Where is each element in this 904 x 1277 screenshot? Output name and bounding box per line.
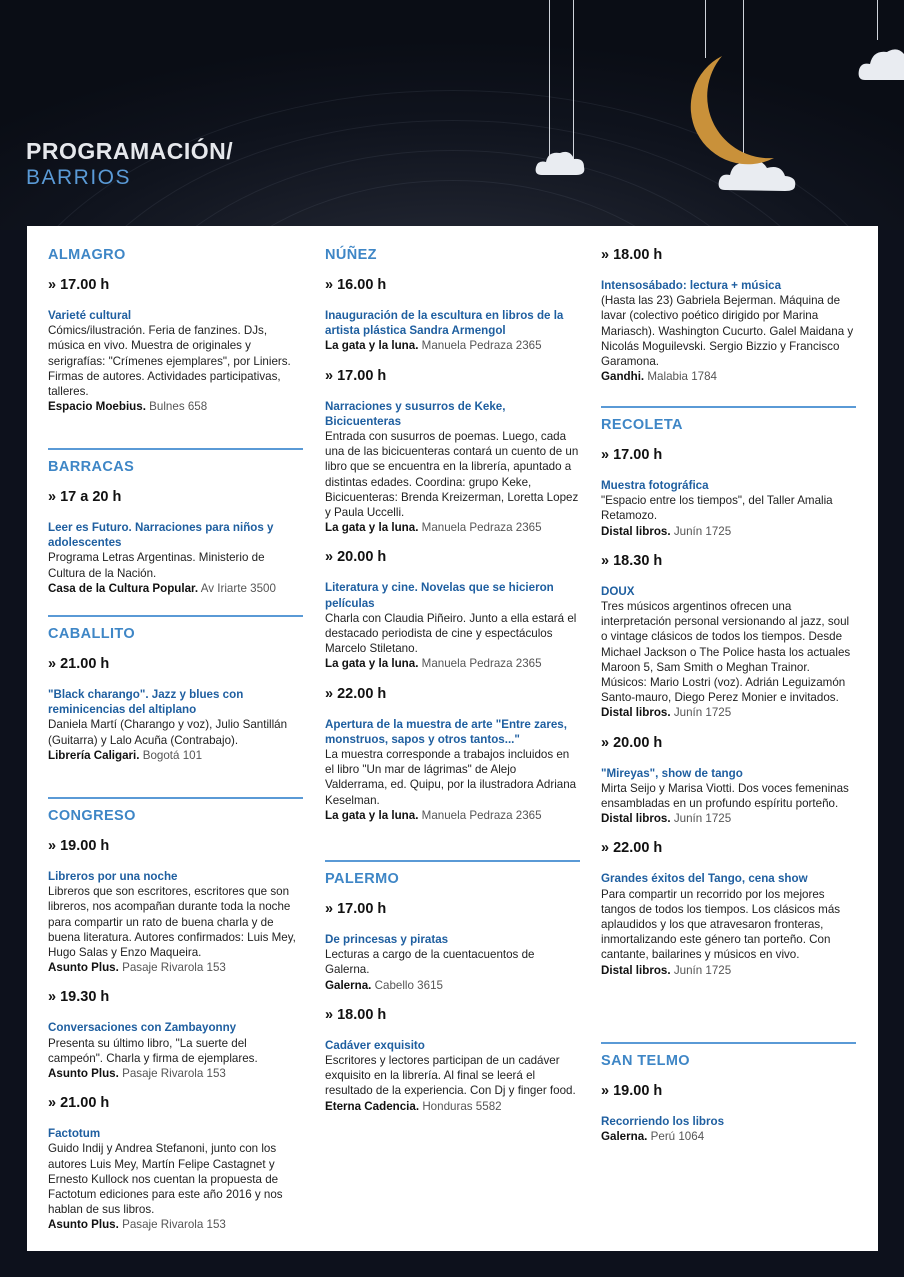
event-venue: [325, 1099, 580, 1114]
venue-name: Distal libros.: [601, 963, 671, 977]
section-divider: [48, 615, 303, 617]
event-time: » 18.00 h: [325, 1006, 387, 1023]
section-divider: [601, 406, 856, 408]
event-time: » 18.30 h: [601, 552, 663, 569]
event-venue: [325, 978, 580, 993]
hanging-string: [549, 0, 550, 160]
event-time: » 20.00 h: [325, 549, 387, 566]
section-san-telmo: [601, 1030, 856, 1144]
event-title: Factotum: [48, 1127, 101, 1141]
venue-address: Honduras 5582: [422, 1099, 502, 1113]
event-time: » 17.00 h: [48, 277, 110, 293]
event-title: Narraciones y susurros de Keke, Bicicuenteras: [325, 399, 506, 428]
event-time: » 18.00 h: [601, 247, 663, 263]
program-panel: [27, 226, 878, 1251]
event-title: "Mireyas", show de tango: [601, 766, 743, 780]
event-time: » 21.00 h: [48, 656, 110, 672]
section-divider: [48, 448, 303, 450]
event-time: » 20.00 h: [601, 734, 663, 751]
event-time: » 19.30 h: [48, 989, 110, 1006]
event-description: Presenta su último libro, "La suerte del campeón". Charla y firma de ejemplares.: [48, 1036, 258, 1065]
venue-address: Pasaje Rivarola 153: [122, 1218, 226, 1232]
venue-name: La gata y la luna.: [325, 521, 419, 535]
event-description: Guido Indij y Andrea Stefanoni, junto con los autores Luis Mey, Martín Felipe Castagnet y Ernesto Kullock nos cuentan la propuesta de Factotum ediciones para este año 2016 y nos hablan de sus libros.: [48, 1142, 283, 1217]
venue-name: Distal libros.: [601, 706, 671, 720]
venue-name: Asunto Plus.: [48, 961, 119, 975]
event-description: (Hasta las 23) Gabriela Bejerman. Máquina de lavar (colectivo poético dirigido por Marina Mariasch). Washington Cucurto. Galel Maidana y Nicolás Moguilevski. Sergio Bizzio y Francisco Garamona.: [601, 294, 854, 369]
event-title: De princesas y piratas: [325, 933, 449, 946]
event-time: » 19.00 h: [601, 1083, 663, 1099]
venue-address: Perú 1064: [650, 1130, 705, 1144]
event-description: "Espacio entre los tiempos", del Taller Amalia Retamozo.: [601, 494, 833, 523]
zone-heading: NÚÑEZ: [325, 247, 377, 263]
event-description: Mirta Seijo y Marisa Viotti. Dos voces femeninas ensambladas en un profundo espíritu porteño.: [601, 781, 849, 811]
event-description: Lecturas a cargo de la cuentacuentos de Galerna.: [325, 948, 535, 977]
event-description: Para compartir un recorrido por los mejores tangos de todos los tiempos. Los clásicos más aplaudidos y los que atravesaron fronteras, inmortalizando este género tan porteño. Con cantante, bailarines y músicos en vivo.: [601, 887, 841, 962]
event-time: » 17.00 h: [325, 901, 387, 917]
event-description: Programa Letras Argentinas. Ministerio de Cultura de la Nación.: [48, 551, 265, 580]
event-venue: [601, 524, 856, 539]
event-time: » 21.00 h: [48, 1095, 110, 1112]
event-title: Conversaciones con Zambayonny: [48, 1021, 237, 1035]
event-venue: [325, 808, 580, 823]
venue-name: La gata y la luna.: [325, 339, 419, 353]
venue-name: Casa de la Cultura Popular.: [48, 581, 199, 595]
event-venue: [601, 811, 856, 826]
event-title: "Black charango". Jazz y blues con reminicencias del altiplano: [48, 688, 244, 717]
venue-address: Junín 1725: [673, 706, 732, 720]
event-venue: [325, 338, 580, 353]
moon-icon: [662, 50, 782, 175]
event-venue: [601, 963, 856, 978]
section-barracas: [48, 436, 303, 596]
section-recoleta: [601, 394, 856, 978]
section-divider: [48, 797, 303, 799]
cloud-icon: [530, 145, 590, 180]
event-title: Grandes éxitos del Tango, cena show: [601, 872, 808, 886]
venue-name: Gandhi.: [601, 370, 645, 384]
venue-address: Cabello 3615: [374, 978, 443, 992]
venue-name: Galerna.: [325, 978, 372, 992]
event-title: DOUX: [601, 584, 635, 598]
venue-address: Manuela Pedraza 2365: [421, 808, 542, 822]
section-almagro: [48, 247, 303, 414]
header-background: [0, 0, 904, 230]
zone-heading: CONGRESO: [48, 808, 136, 824]
venue-address: Bogotá 101: [142, 748, 203, 762]
zone-heading: PALERMO: [325, 871, 400, 887]
bottom-band: [0, 1251, 904, 1277]
venue-address: Pasaje Rivarola 153: [122, 1067, 226, 1081]
zone-heading: SAN TELMO: [601, 1053, 690, 1069]
event-venue: [48, 1217, 303, 1232]
venue-name: Espacio Moebius.: [48, 400, 146, 414]
venue-name: Galerna.: [601, 1130, 648, 1144]
venue-name: Librería Caligari.: [48, 748, 140, 762]
event-time: » 22.00 h: [325, 685, 387, 702]
zone-heading: RECOLETA: [601, 417, 683, 433]
venue-name: La gata y la luna.: [325, 657, 419, 671]
zone-heading: ALMAGRO: [48, 247, 126, 263]
event-venue: [48, 748, 303, 763]
event-venue: [325, 520, 580, 535]
section-nunez: [325, 247, 580, 823]
section-congreso: [48, 785, 303, 1233]
event-time: » 22.00 h: [601, 840, 663, 857]
event-title: Literatura y cine. Novelas que se hicieron películas: [325, 581, 554, 610]
event-description: La muestra corresponde a trabajos incluidos en el libro "Un mar de lágrimas" de Alejo Valderrama, ed. Quipu, por la ilustradora Adriana Keselman.: [325, 748, 577, 807]
section-caballito: [48, 603, 303, 763]
event-time: » 17 a 20 h: [48, 489, 122, 505]
event-title: Muestra fotográfica: [601, 479, 709, 492]
venue-address: Junín 1725: [673, 524, 732, 538]
event-title: Inauguración de la escultura en libros de la artista plástica Sandra Armengol: [325, 309, 564, 338]
venue-address: Bulnes 658: [149, 400, 208, 414]
event-title: Intensosábado: lectura + música: [601, 279, 782, 292]
event-venue: [48, 581, 303, 596]
page-title: PROGRAMACIÓN/: [26, 138, 234, 164]
event-description: Charla con Claudia Piñeiro. Junto a ella estará el destacado periodista de cine y espectáculos Marcelo Stiletano.: [325, 611, 577, 656]
event-description: Cómics/ilustración. Feria de fanzines. DJs, música en vivo. Muestra de originales y serigrafías: "Crímenes ejemplares", por Liniers. Firmas de autores. Actividades participativas, talleres.: [48, 324, 291, 399]
cloud-icon: [855, 30, 904, 85]
venue-name: La gata y la luna.: [325, 808, 419, 822]
event-time: » 17.00 h: [601, 447, 663, 463]
venue-address: Malabia 1784: [647, 370, 718, 384]
venue-name: Eterna Cadencia.: [325, 1099, 420, 1113]
section-divider: [325, 860, 580, 862]
section-divider: [601, 1042, 856, 1044]
venue-address: Pasaje Rivarola 153: [122, 961, 226, 975]
event-time: » 17.00 h: [325, 367, 387, 384]
venue-name: Asunto Plus.: [48, 1067, 119, 1081]
event-description: Escritores y lectores participan de un cadáver exquisito en la librería. Al final se leerá el resultado de la experiencia. Con Dj y finger food.: [325, 1054, 576, 1098]
event-description: Entrada con susurros de poemas. Luego, cada una de las bicicuenteras contará un cuento de un libro que se encuentra en la librería, apuntado a distintas edades. Coordina: grupo Keke, Bicicuenteras: Brenda Kreizerman, Loretta Lopez y Paula Uccelli.: [325, 430, 579, 520]
event-title: Libreros por una noche: [48, 870, 178, 883]
event-description: Daniela Martí (Charango y voz), Julio Santillán (Guitarra) y Lalo Acuña (Contrabajo).: [48, 718, 288, 747]
event-title: Leer es Futuro. Narraciones para niños y adolescentes: [48, 521, 274, 550]
event-venue: [48, 399, 303, 414]
zone-heading: CABALLITO: [48, 626, 136, 642]
venue-address: Manuela Pedraza 2365: [421, 339, 542, 353]
event-description: Libreros que son escritores, escritores que son libreros, nos acompañan durante toda la noche para compartir un rato de buena charla y de buena literatura. Autores confirmados: Luis Mey, Hugo Salas y Enzo Maqueira.: [48, 885, 296, 960]
venue-address: Junín 1725: [673, 812, 732, 826]
event-title: Cadáver exquisito: [325, 1038, 425, 1052]
event-venue: [48, 960, 303, 975]
event-time: » 19.00 h: [48, 838, 110, 854]
venue-address: Junín 1725: [673, 963, 732, 977]
venue-address: Manuela Pedraza 2365: [421, 657, 542, 671]
event-title: Varieté cultural: [48, 309, 132, 322]
venue-address: Av Iriarte 3500: [200, 581, 276, 595]
venue-address: Manuela Pedraza 2365: [421, 521, 542, 535]
venue-name: Asunto Plus.: [48, 1218, 119, 1232]
event-venue: [325, 656, 580, 671]
event-title: Apertura de la muestra de arte "Entre zares, monstruos, sapos y otros tantos...": [325, 717, 567, 746]
section-palermo: [325, 848, 580, 1114]
hanging-string: [573, 0, 574, 162]
event-title: Recorriendo los libros: [601, 1115, 725, 1128]
event-venue: [601, 369, 856, 384]
event-time: » 16.00 h: [325, 277, 387, 293]
event-venue: [601, 1129, 856, 1144]
venue-name: Distal libros.: [601, 524, 671, 538]
event-venue: [601, 705, 856, 720]
event-description: Tres músicos argentinos ofrecen una interpretación personal versionando al jazz, soul o vintage clásicos de todos los tiempos. Desde Michael Jackson o The Police hasta los actuales Maroon 5, Sam Smith o Meghan Trainor. Músicos: Mario Lostri (voz). Adrián Leguizamón Santo-mauro, Diego Perez Monier e invitados.: [601, 600, 851, 705]
venue-name: Distal libros.: [601, 812, 671, 826]
page-subtitle: BARRIOS: [26, 166, 132, 189]
zone-heading: BARRACAS: [48, 459, 135, 475]
event-venue: [48, 1066, 303, 1081]
section-continued: [601, 247, 856, 384]
